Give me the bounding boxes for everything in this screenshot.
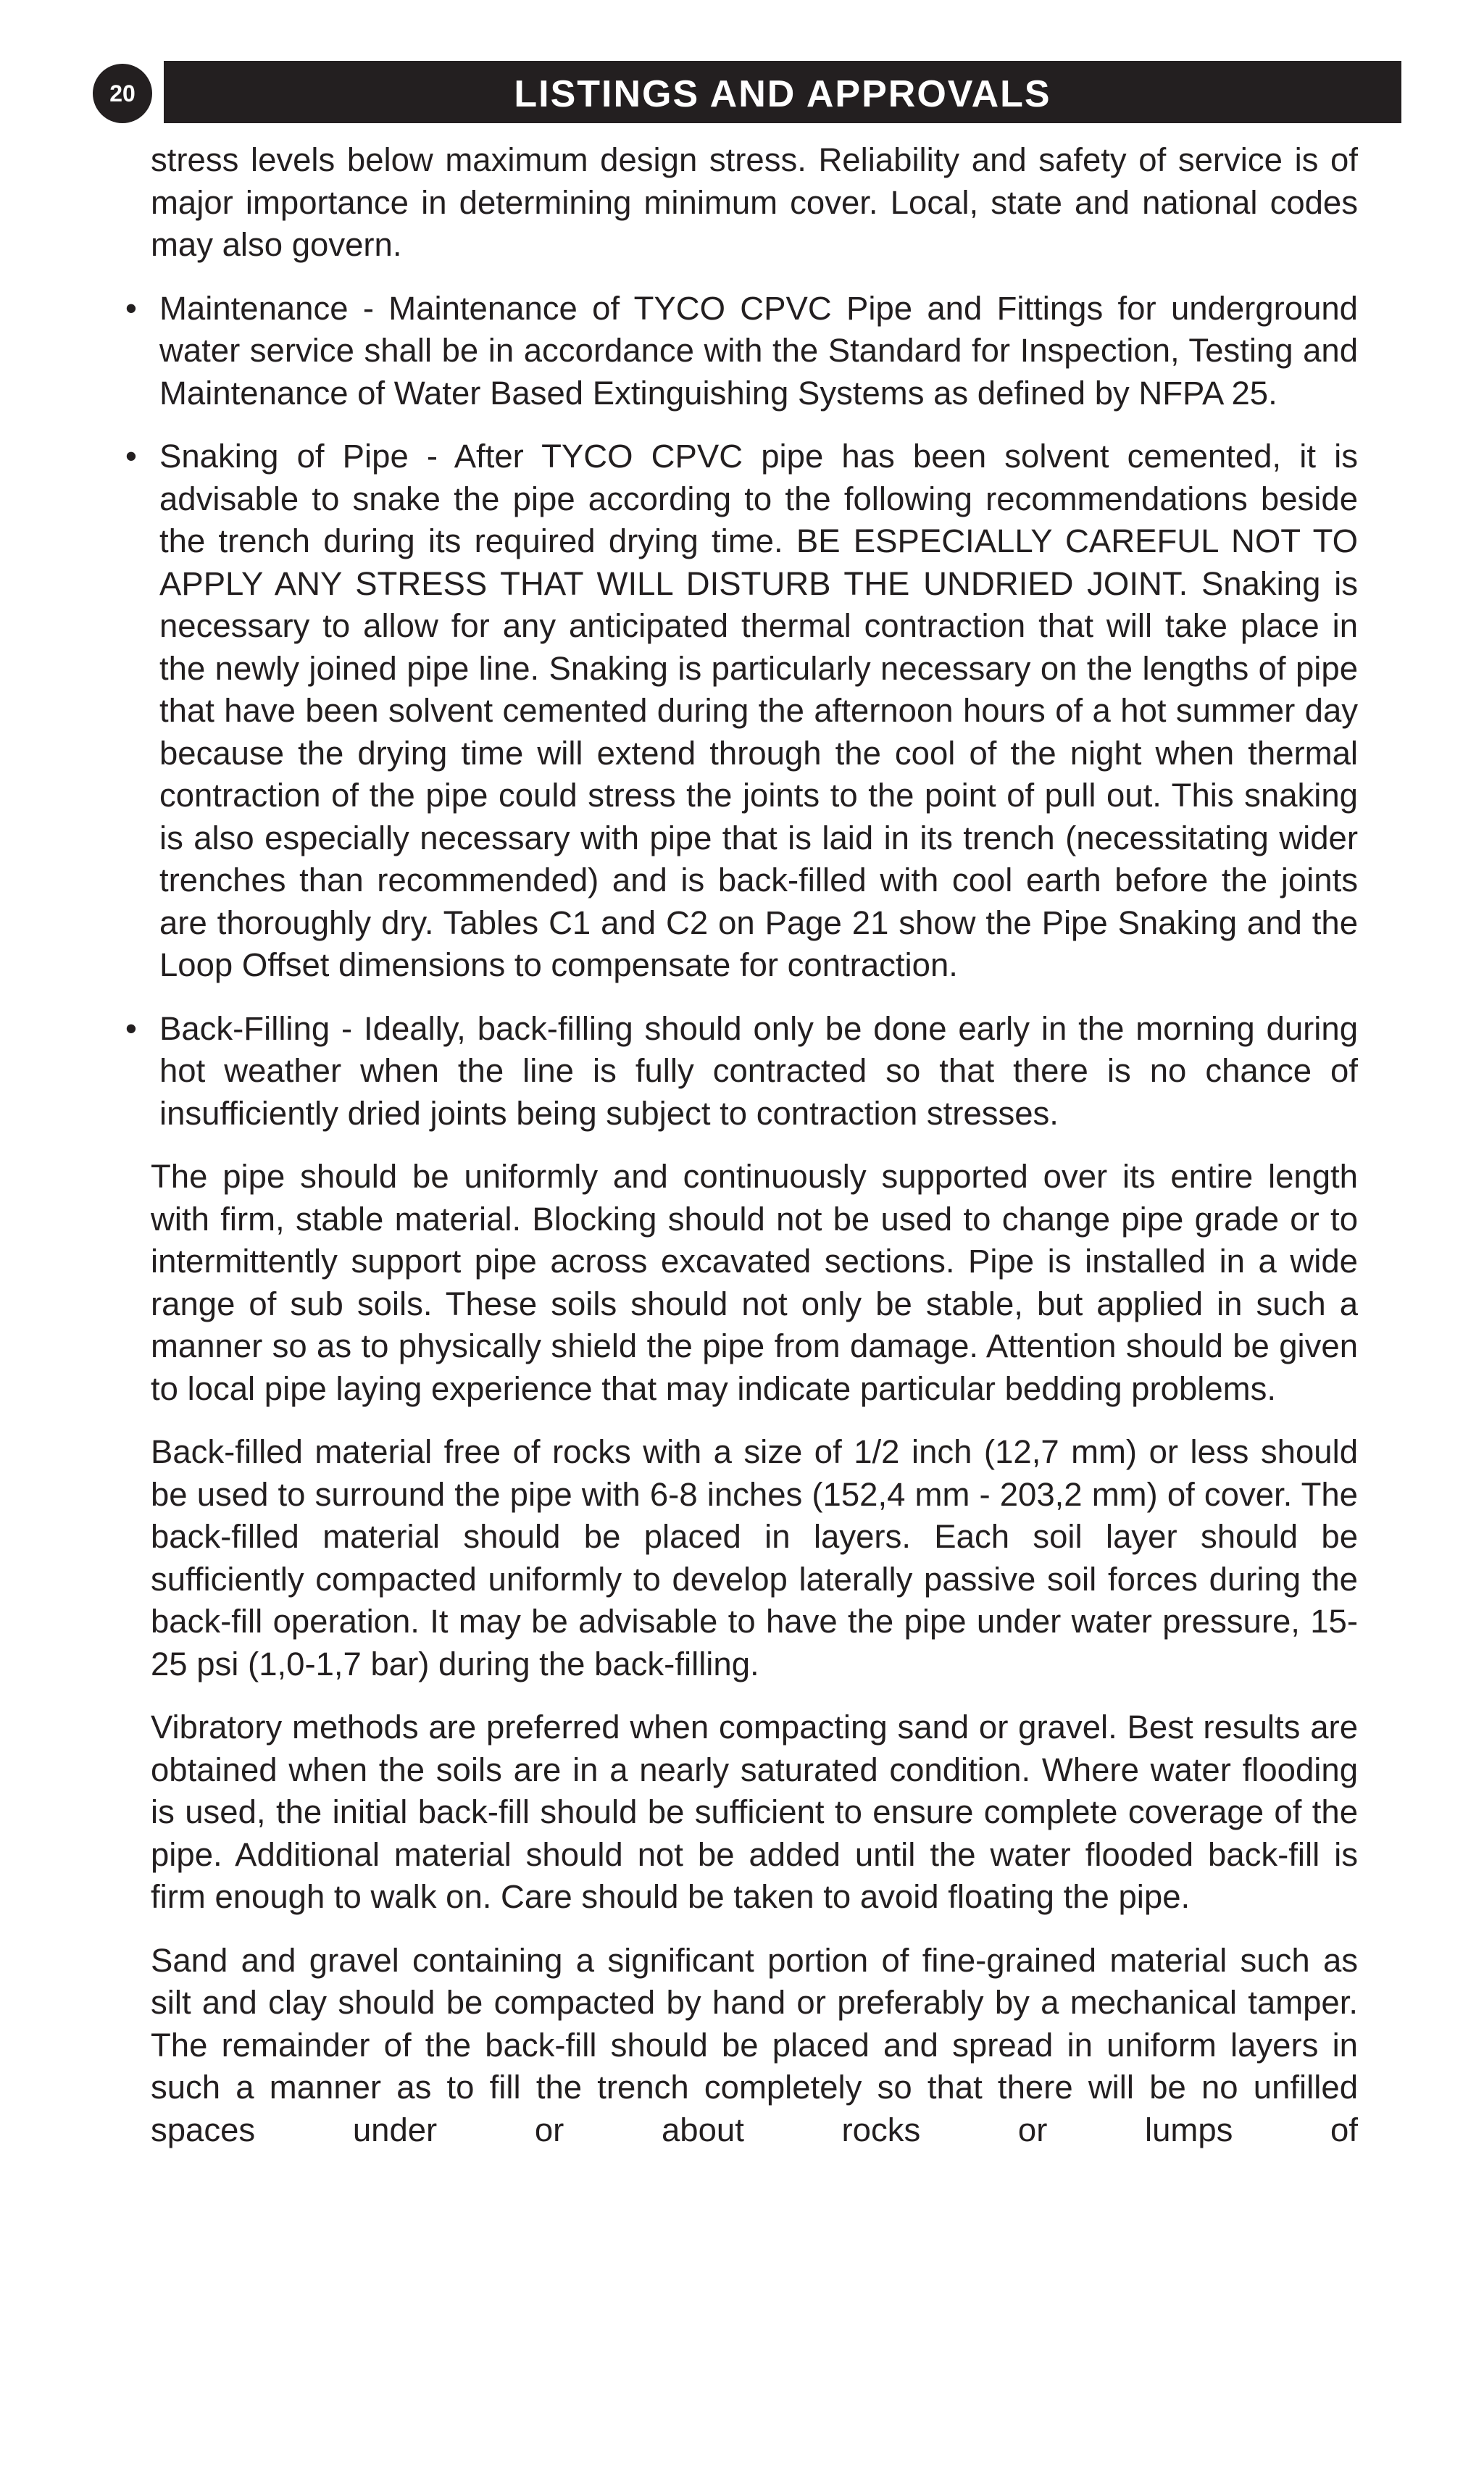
bullet-snaking-of-pipe (125, 435, 1358, 987)
bullet-symbol: • (125, 438, 137, 475)
paragraph-pipe-support: The pipe should be uniformly and continuously supported over its entire length with firm, stable material. Blocking should not be used to change pipe grade or to intermittently support pipe across excavated sections. Pipe is installed in a wide range of sub soils. These soils should not only be stable, but applied in such a manner so as to physically shield the pipe from damage. Attention should be given to local pipe laying experience that may indicate particular bedding problems. (151, 1158, 1358, 1407)
intro-paragraph: stress levels below maximum design stress. Reliability and safety of service is of major importance in determining minimum cover. Local, state and national codes may also govern. (151, 141, 1358, 263)
paragraph-sand-and-gravel: Sand and gravel containing a significant portion of fine-grained material such as silt and clay should be compacted by hand or preferably by a mechanical tamper. The remainder of the back-fill should be placed and spread in uniform layers in such a manner as to fill the trench completely so that there will be no unfilled spaces under or about rocks or lumps of (151, 1941, 1358, 2148)
bullet-symbol: • (125, 289, 137, 327)
bullet-symbol: • (125, 1009, 137, 1047)
paragraph-back-filled-material: Back-filled material free of rocks with a size of 1/2 inch (12,7 mm) or less should be used to surround the pipe with 6-8 inches (152,4 mm - 203,2 mm) of cover. The back-filled material should be placed in layers. Each soil layer should be sufficiently compacted uniformly to develop laterally passive soil forces during the back-fill operation. It may be advisable to have the pipe under water pressure, 15-25 psi (1,0-1,7 bar) during the back-filling. (151, 1433, 1358, 1682)
bullet-text: Maintenance - Maintenance of TYCO CPVC Pipe and Fittings for underground water service shall be in accordance with the Standard for Inspection, Testing and Maintenance of Water Based Extinguishing Systems as defined by NFPA 25. (159, 289, 1358, 412)
paragraph-vibratory-methods: Vibratory methods are preferred when compacting sand or gravel. Best results are obtained when the soils are in a nearly saturated condition. Where water flooding is used, the initial back-fill should be sufficient to ensure complete coverage of the pipe. Additional material should not be added until the water flooded back-fill is firm enough to walk on. Care should be taken to avoid floating the pipe. (151, 1709, 1358, 1915)
page-number: 20 (93, 64, 152, 123)
bullet-text: Back-Filling - Ideally, back-filling should only be done early in the morning during hot weather when the line is fully contracted so that there is no chance of insufficiently dried joints being subject to contraction stresses. (159, 1009, 1358, 1132)
bullet-text: Snaking of Pipe - After TYCO CPVC pipe has been solvent cemented, it is advisable to snake the pipe according to the following recommendations beside the trench during its required drying time. BE ESPECIALLY CAREFUL NOT TO APPLY ANY STRESS THAT WILL DISTURB THE UNDRIED JOINT. Snaking is necessary to allow for any anticipated thermal contraction that will take place in the newly joined pipe line. Snaking is particularly necessary on the lengths of pipe that have been solvent cemented during the afternoon hours of a hot summer day because the drying time will extend through the cool of the night when thermal contraction of the pipe could stress the joints to the point of pull out. This snaking is also especially necessary with pipe that is laid in its trench (necessitating wider trenches than recommended) and is back-filled with cool earth before the joints are thoroughly dry. Tables C1 and C2 on Page 21 show the Pipe Snaking and the Loop Offset dimensions to compensate for contraction. (159, 438, 1358, 983)
page-body (125, 139, 1358, 2151)
bullet-maintenance (125, 288, 1358, 415)
section-title: LISTINGS AND APPROVALS (164, 61, 1401, 123)
bullet-back-filling (125, 1008, 1358, 1135)
